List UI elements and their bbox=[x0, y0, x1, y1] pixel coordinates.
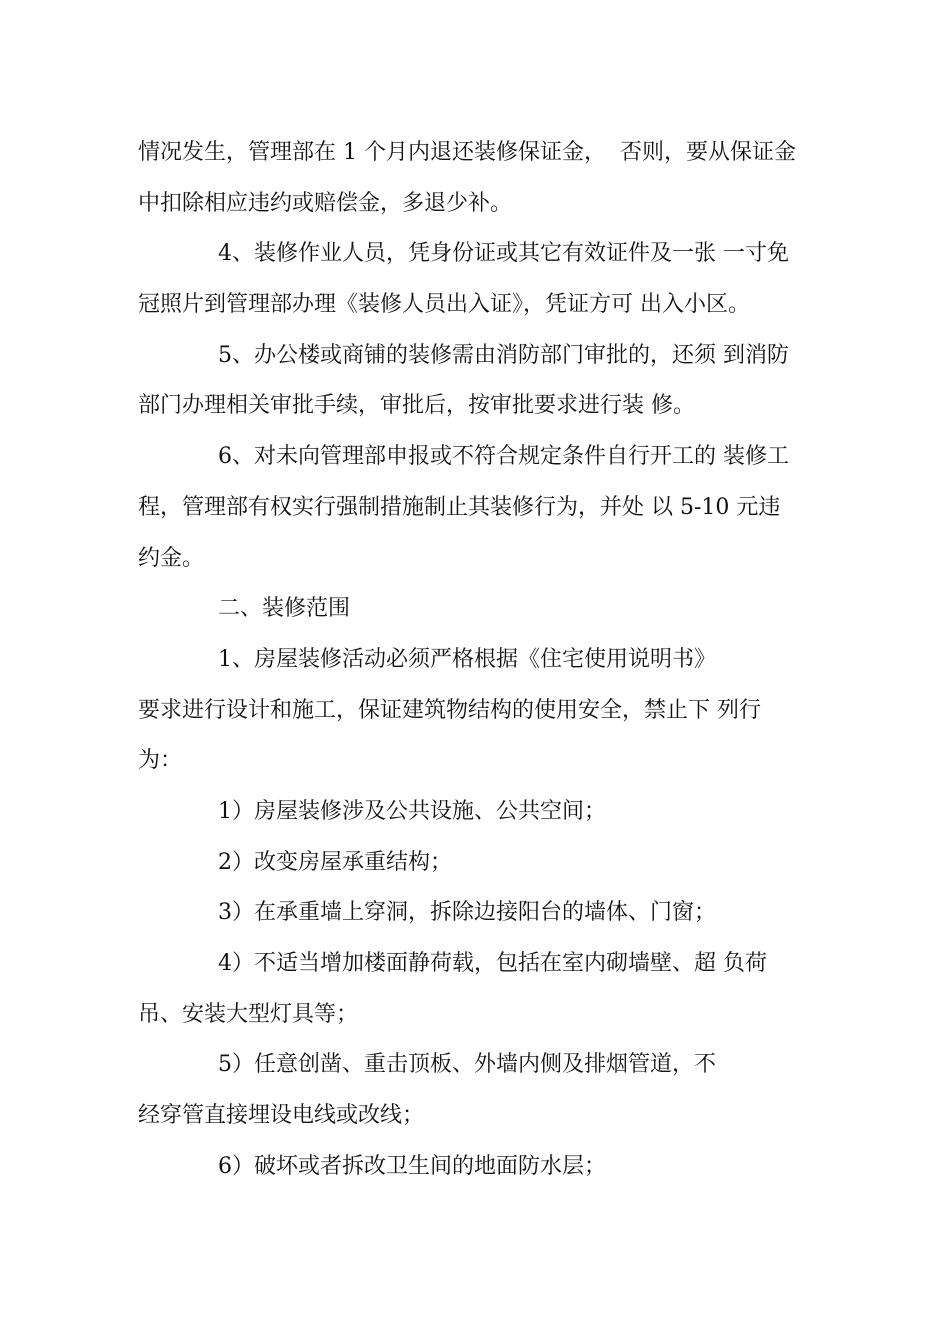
text-line: 经穿管直接埋设电线或改线； bbox=[138, 1103, 425, 1129]
document-body bbox=[138, 128, 838, 1192]
text-line: 要求进行设计和施工，保证建筑物结构的使用安全，禁止下 列行 bbox=[138, 697, 761, 723]
text-line: 程，管理部有权实行强制措施制止其装修行为，并处 以 5-10 元违 bbox=[138, 494, 781, 520]
text-line: 4、装修作业人员，凭身份证或其它有效证件及一张 一寸免 bbox=[218, 241, 789, 267]
section-heading: 二、装修范围 bbox=[218, 596, 351, 622]
text-line: 1、房屋装修活动必须严格根据《住宅使用说明书》 bbox=[218, 646, 716, 672]
text-line: 吊、安装大型灯具等； bbox=[138, 1001, 359, 1027]
list-item: 1）房屋装修涉及公共设施、公共空间； bbox=[218, 798, 606, 824]
list-item: 6）破坏或者拆改卫生间的地面防水层； bbox=[218, 1153, 606, 1179]
list-item: 3）在承重墙上穿洞，拆除边接阳台的墙体、门窗； bbox=[218, 900, 716, 926]
text-line: 5、办公楼或商铺的装修需由消防部门审批的，还须 到消防 bbox=[218, 342, 789, 368]
text-line: 冠照片到管理部办理《装修人员出入证》，凭证方可 出入小区。 bbox=[138, 292, 750, 318]
text-line: 情况发生，管理部在 1 个月内退还装修保证金， 否则，要从保证金 bbox=[138, 140, 796, 165]
text-line: 6、对未向管理部申报或不符合规定条件自行开工的 装修工 bbox=[218, 444, 789, 470]
text-line: 中扣除相应违约或赔偿金，多退少补。 bbox=[138, 190, 513, 216]
text-line: 部门办理相关审批手续，审批后，按审批要求进行装 修。 bbox=[138, 393, 695, 419]
text-line: 为： bbox=[138, 748, 183, 774]
text-line: 约金。 bbox=[138, 545, 205, 571]
list-item: 4）不适当增加楼面静荷载，包括在室内砌墙壁、超 负荷 bbox=[218, 951, 767, 976]
list-item: 2）改变房屋承重结构； bbox=[218, 849, 452, 875]
list-item: 5）任意创凿、重击顶板、外墙内侧及排烟管道，不 bbox=[218, 1052, 716, 1078]
